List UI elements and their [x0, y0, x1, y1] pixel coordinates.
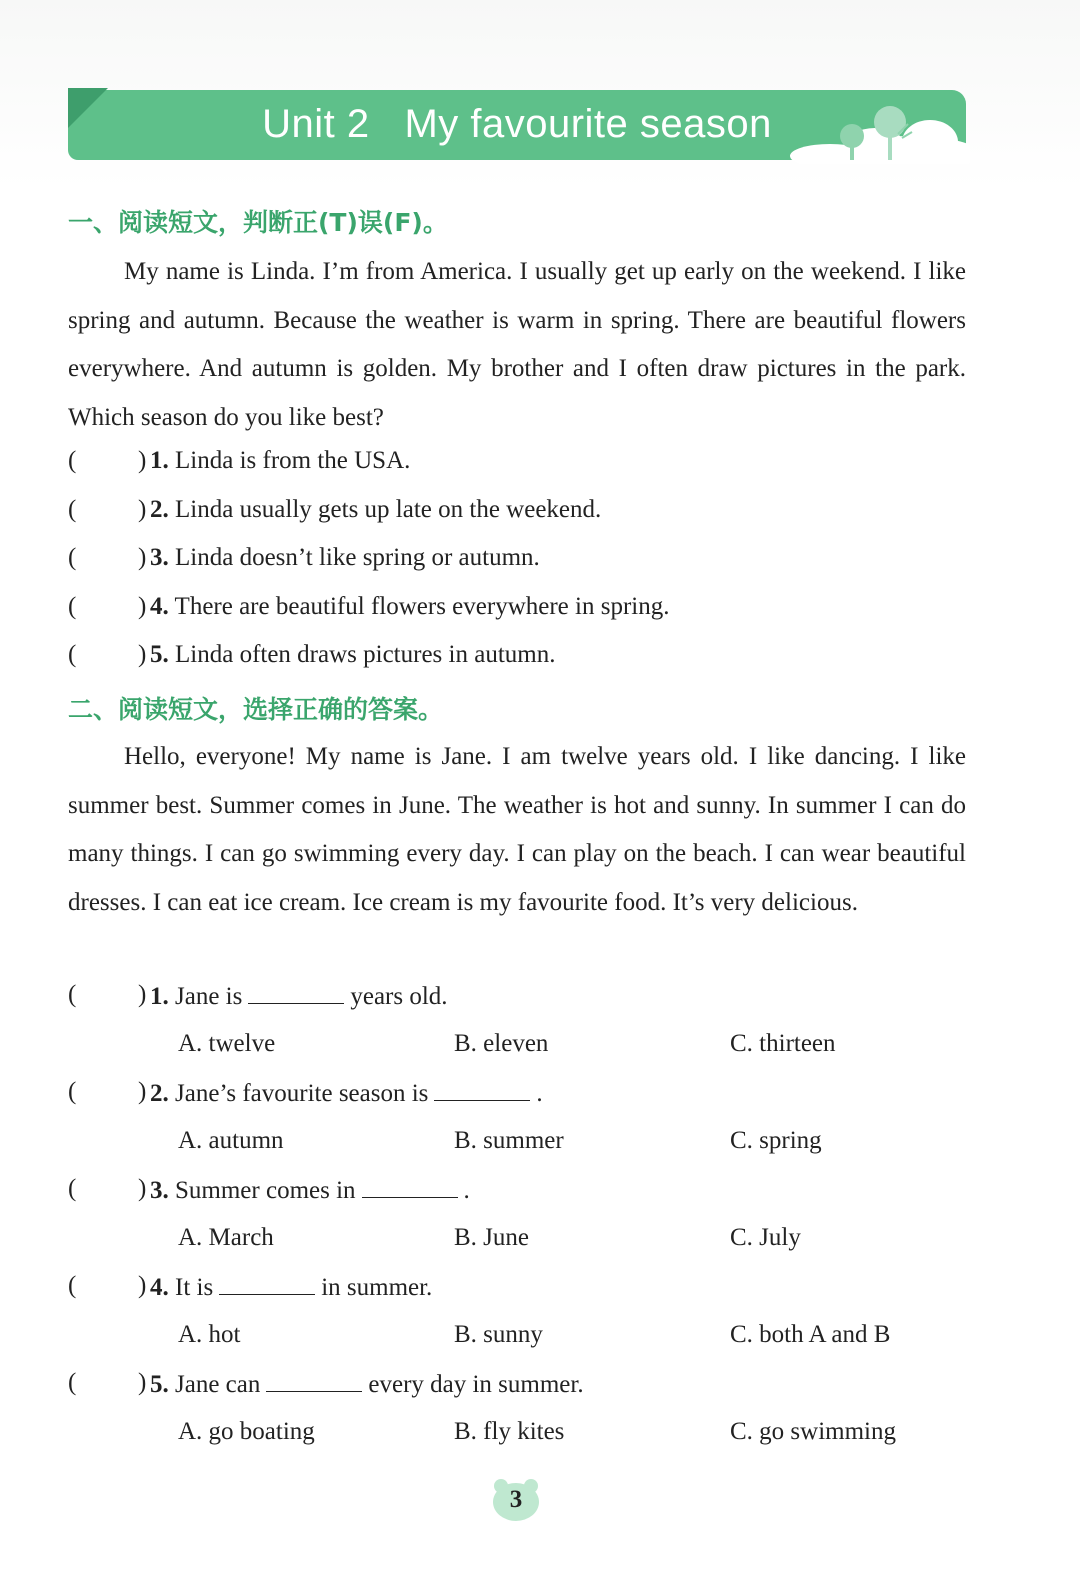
answer-paren-open[interactable]: ( [68, 593, 77, 620]
answer-paren-open[interactable]: ( [68, 1369, 77, 1396]
tf-question-1 [68, 447, 966, 487]
mc-question-1 [68, 981, 966, 1021]
question-number: 5. [150, 641, 169, 668]
tf-question-5 [68, 641, 966, 681]
question-text: Linda is from the USA. [168, 447, 411, 474]
question-number: 4. [150, 1274, 169, 1301]
fill-blank [362, 1175, 458, 1198]
question-text-before: Jane’s favourite season is [168, 1080, 429, 1107]
mc-options-1 [178, 1030, 966, 1070]
option-b[interactable]: B. sunny [454, 1321, 543, 1348]
answer-paren-close: ) [138, 981, 147, 1008]
option-b[interactable]: B. eleven [454, 1030, 549, 1057]
mc-options-3 [178, 1224, 966, 1264]
question-number: 2. [150, 496, 169, 523]
tf-question-2 [68, 496, 966, 536]
answer-paren-open[interactable]: ( [68, 496, 77, 523]
option-c[interactable]: C. go swimming [730, 1418, 896, 1445]
banner-fold-corner [68, 88, 108, 128]
option-a[interactable]: A. go boating [178, 1418, 315, 1445]
option-c[interactable]: C. both A and B [730, 1321, 891, 1348]
option-a[interactable]: A. hot [178, 1321, 241, 1348]
mc-question-4 [68, 1272, 966, 1312]
answer-paren-open[interactable]: ( [68, 1175, 77, 1202]
question-text-after: . [536, 1080, 543, 1107]
question-text-after: every day in summer. [368, 1371, 584, 1398]
question-text: Linda often draws pictures in autumn. [168, 641, 556, 668]
mc-question-5 [68, 1369, 966, 1409]
answer-paren-open[interactable]: ( [68, 544, 77, 571]
page-number-badge [490, 1476, 542, 1522]
option-a[interactable]: A. March [178, 1224, 274, 1251]
answer-paren-open[interactable]: ( [68, 981, 77, 1008]
option-b[interactable]: B. fly kites [454, 1418, 565, 1445]
fill-blank [248, 981, 344, 1004]
unit-title: Unit 2 My favourite season [262, 102, 772, 146]
section-2-heading: 二、阅读短文，选择正确的答案。 [68, 695, 444, 724]
question-text: Linda doesn’t like spring or autumn. [168, 544, 540, 571]
question-number: 3. [150, 544, 169, 571]
option-b[interactable]: B. June [454, 1224, 529, 1251]
section-1-heading: 一、阅读短文，判断正(T)误(F)。 [68, 208, 448, 237]
question-text: Linda usually gets up late on the weekend. [168, 496, 602, 523]
section-1-passage: My name is Linda. I’m from America. I usually get up early on the weekend. I like spring and autumn. Because the weather is warm in spring. There are beautiful flowers everywhere. And autumn is golden. My brother and I often draw pictures in the park. Which season do you like best? [68, 258, 966, 431]
mc-options-4 [178, 1321, 966, 1361]
fill-blank [434, 1078, 530, 1101]
answer-paren-close: ) [138, 641, 147, 668]
answer-paren-open[interactable]: ( [68, 1078, 77, 1105]
tree-cloud-icon [790, 104, 970, 164]
answer-paren-open[interactable]: ( [68, 641, 77, 668]
question-text-after: in summer. [321, 1274, 433, 1301]
mc-options-5 [178, 1418, 966, 1458]
question-text-after: years old. [350, 983, 448, 1010]
question-number: 1. [150, 983, 169, 1010]
question-text-before: It is [168, 1274, 214, 1301]
option-a[interactable]: A. autumn [178, 1127, 284, 1154]
answer-paren-close: ) [138, 1272, 147, 1299]
question-number: 1. [150, 447, 169, 474]
question-text-after: . [463, 1177, 470, 1204]
question-number: 3. [150, 1177, 169, 1204]
tf-question-3 [68, 544, 966, 584]
question-text-before: Summer comes in [168, 1177, 356, 1204]
fill-blank [266, 1369, 362, 1392]
answer-paren-close: ) [138, 593, 147, 620]
question-number: 5. [150, 1371, 169, 1398]
answer-paren-close: ) [138, 1175, 147, 1202]
answer-paren-close: ) [138, 496, 147, 523]
option-b[interactable]: B. summer [454, 1127, 564, 1154]
tf-question-4 [68, 593, 966, 633]
mc-options-2 [178, 1127, 966, 1167]
mc-question-2 [68, 1078, 966, 1118]
page-number: 3 [509, 1486, 523, 1513]
question-text: There are beautiful flowers everywhere in spring. [168, 593, 670, 620]
fill-blank [219, 1272, 315, 1295]
question-text-before: Jane can [168, 1371, 261, 1398]
answer-paren-close: ) [138, 447, 147, 474]
question-number: 2. [150, 1080, 169, 1107]
section-2-passage: Hello, everyone! My name is Jane. I am twelve years old. I like dancing. I like summer best. Summer comes in June. The weather is hot and sunny. In summer I can do many things. I can go swimming every day. I can play on the beach. I can wear beautiful dresses. I can eat ice cream. Ice cream is my favourite food. It’s very delicious. [68, 743, 966, 916]
answer-paren-open[interactable]: ( [68, 1272, 77, 1299]
mc-question-3 [68, 1175, 966, 1215]
option-c[interactable]: C. thirteen [730, 1030, 836, 1057]
option-c[interactable]: C. July [730, 1224, 801, 1251]
question-text-before: Jane is [168, 983, 243, 1010]
answer-paren-close: ) [138, 544, 147, 571]
answer-paren-close: ) [138, 1369, 147, 1396]
answer-paren-close: ) [138, 1078, 147, 1105]
option-c[interactable]: C. spring [730, 1127, 822, 1154]
question-number: 4. [150, 593, 169, 620]
option-a[interactable]: A. twelve [178, 1030, 276, 1057]
answer-paren-open[interactable]: ( [68, 447, 77, 474]
